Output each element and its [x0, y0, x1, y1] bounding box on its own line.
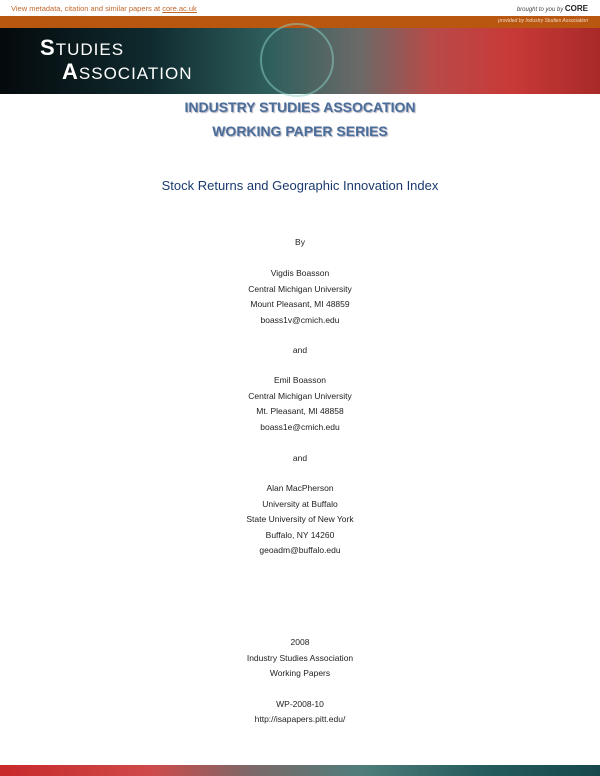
author-name: Emil Boasson — [274, 375, 326, 385]
footer-banner — [0, 765, 600, 776]
logo-association — [62, 59, 192, 85]
logo-initial: A — [62, 59, 79, 84]
core-link[interactable]: core.ac.uk — [162, 4, 197, 13]
paper-title: Stock Returns and Geographic Innovation Index — [161, 178, 439, 193]
brought-by-text: brought to you by — [516, 7, 564, 13]
series-heading-1: INDUSTRY STUDIES ASSOCATION — [184, 99, 416, 115]
author-email: boass1v@cmich.edu — [260, 315, 340, 325]
year: 2008 — [290, 637, 310, 647]
author-affiliation-2: State University of New York — [246, 514, 354, 524]
author-address: Buffalo, NY 14260 — [265, 530, 335, 540]
logo-rest: SSOCIATION — [78, 64, 193, 83]
author-email: geoadm@buffalo.edu — [259, 545, 341, 555]
organization: Industry Studies Association — [246, 653, 354, 663]
provided-by: provided by Industry Studies Association — [498, 18, 588, 24]
author-name: Vigdis Boasson — [270, 268, 330, 278]
paper-number: WP-2008-10 — [276, 699, 324, 709]
author-affiliation: Central Michigan University — [248, 391, 352, 401]
metadata-text: View metadata, citation and similar papers at — [11, 4, 163, 13]
logo-studies — [40, 35, 124, 61]
series-name: Working Papers — [269, 668, 331, 678]
author-affiliation: Central Michigan University — [248, 284, 352, 294]
metadata-notice — [11, 4, 197, 13]
author-address: Mt. Pleasant, MI 48858 — [256, 406, 344, 416]
author-address: Mount Pleasant, MI 48859 — [250, 299, 350, 309]
series-url[interactable]: http://isapapers.pitt.edu/ — [254, 714, 346, 724]
author-affiliation: University at Buffalo — [262, 499, 338, 509]
core-logo: CORE — [564, 4, 588, 13]
series-heading-2: WORKING PAPER SERIES — [212, 123, 388, 139]
by-label: By — [295, 237, 305, 247]
author-email: boass1e@cmich.edu — [260, 422, 340, 432]
author-name: Alan MacPherson — [266, 483, 334, 493]
and-label: and — [292, 453, 308, 463]
and-label: and — [292, 345, 308, 355]
logo-initial: S — [40, 35, 56, 60]
core-top-bar — [0, 0, 600, 16]
brought-by[interactable] — [517, 4, 588, 13]
logo-rest: TUDIES — [55, 40, 125, 59]
banner-decoration — [260, 23, 334, 97]
